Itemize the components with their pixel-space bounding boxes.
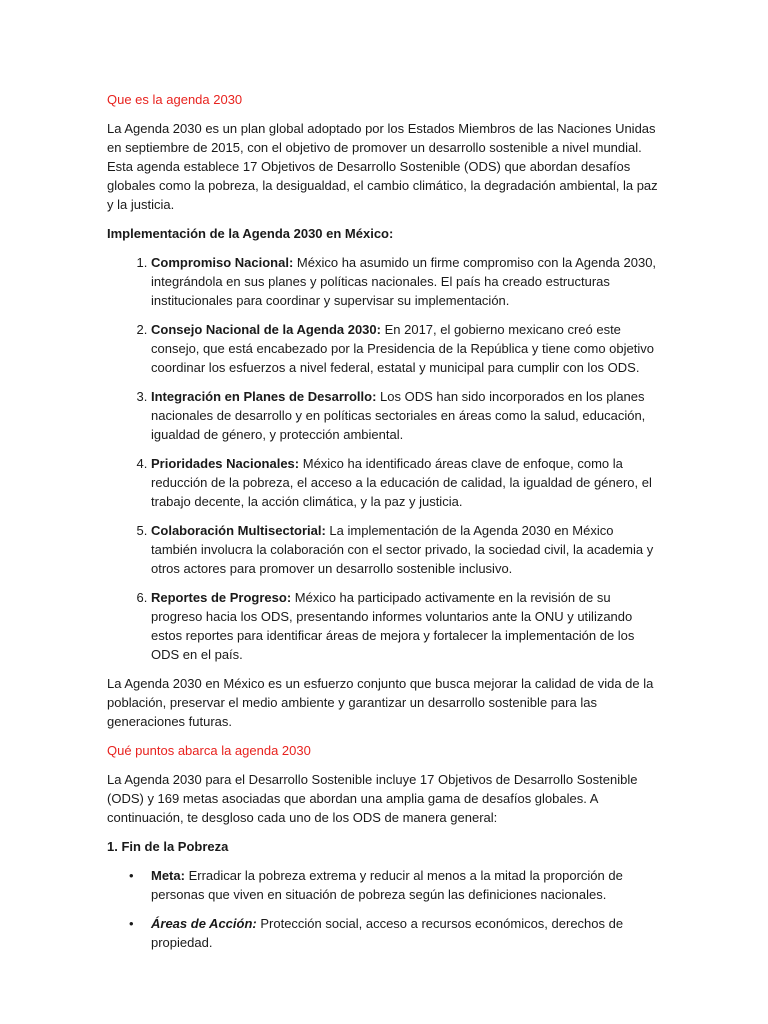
bullet-term: Áreas de Acción:: [151, 916, 257, 931]
list-item: [151, 253, 663, 310]
implementation-list: [107, 253, 663, 664]
list-item: [151, 521, 663, 578]
item-term: Compromiso Nacional:: [151, 255, 294, 270]
item-text: México ha participado activamente en la revisión de su progreso hacia los ODS, presentando informes voluntarios ante la ONU y utilizando estos reportes para identificar áreas de mejora y fortalecer la implementación de los ODS en el país.: [151, 590, 635, 662]
list-item: [151, 588, 663, 664]
goal-bullet-list: [107, 866, 663, 952]
list-item: [151, 454, 663, 511]
item-term: Reportes de Progreso:: [151, 590, 292, 605]
bullet-text: Erradicar la pobreza extrema y reducir al menos a la mitad la proporción de personas que viven en situación de pobreza según las definiciones nacionales.: [151, 868, 623, 902]
list-item: [129, 914, 663, 952]
item-text: La implementación de la Agenda 2030 en México también involucra la colaboración con el sector privado, la sociedad civil, la academia y otros actores para promover un desarrollo sostenible inclusivo.: [151, 523, 654, 576]
item-term: Consejo Nacional de la Agenda 2030:: [151, 322, 381, 337]
item-text: Los ODS han sido incorporados en los planes nacionales de desarrollo y en políticas sectoriales en áreas como la salud, educación, igualdad de género, y protección ambiental.: [151, 389, 646, 442]
list-item: [151, 320, 663, 377]
list-item: [129, 866, 663, 904]
item-term: Integración en Planes de Desarrollo:: [151, 389, 377, 404]
section-title-agenda: Que es la agenda 2030: [107, 92, 243, 107]
item-term: Colaboración Multisectorial:: [151, 523, 326, 538]
bullet-icon: •: [129, 916, 134, 931]
goal-heading: 1. Fin de la Pobreza: [107, 839, 229, 854]
bullet-text: Protección social, acceso a recursos económicos, derechos de propiedad.: [151, 916, 624, 950]
closing-paragraph: La Agenda 2030 en México es un esfuerzo conjunto que busca mejorar la calidad de vida de la población, preservar el medio ambiente y garantizar un desarrollo sostenible para las generaciones futuras.: [107, 676, 654, 729]
intro-paragraph: La Agenda 2030 es un plan global adoptado por los Estados Miembros de las Naciones Unidas en septiembre de 2015, con el objetivo de promover un desarrollo sostenible a nivel mundial. Esta agenda establece 17 Objetivos de Desarrollo Sostenible (ODS) que abordan desafíos globales como la pobreza, la desigualdad, el cambio climático, la degradación ambiental, la paz y la justicia.: [107, 121, 658, 212]
ods-intro-paragraph: La Agenda 2030 para el Desarrollo Sostenible incluye 17 Objetivos de Desarrollo Sostenible (ODS) y 169 metas asociadas que abordan una amplia gama de desafíos globales. A continuación, te desgloso cada uno de los ODS de manera general:: [107, 772, 638, 825]
item-text: México ha asumido un firme compromiso con la Agenda 2030, integrándola en sus planes y políticas nacionales. El país ha creado estructuras institucionales para coordinar y supervisar su implementación.: [151, 255, 657, 308]
bullet-term: Meta:: [151, 868, 185, 883]
bullet-icon: •: [129, 868, 134, 883]
item-text: En 2017, el gobierno mexicano creó este consejo, que está encabezado por la Presidencia de la República y tiene como objetivo coordinar los esfuerzos a nivel federal, estatal y municipal para cumplir con los ODS.: [151, 322, 654, 375]
document-page: [107, 90, 663, 962]
item-text: México ha identificado áreas clave de enfoque, como la reducción de la pobreza, el acceso a la educación de calidad, la igualdad de género, el trabajo decente, la acción climática, y la paz y justicia.: [151, 456, 652, 509]
implementation-heading: Implementación de la Agenda 2030 en México:: [107, 226, 394, 241]
section-title-points: Qué puntos abarca la agenda 2030: [107, 743, 311, 758]
item-term: Prioridades Nacionales:: [151, 456, 300, 471]
list-item: [151, 387, 663, 444]
